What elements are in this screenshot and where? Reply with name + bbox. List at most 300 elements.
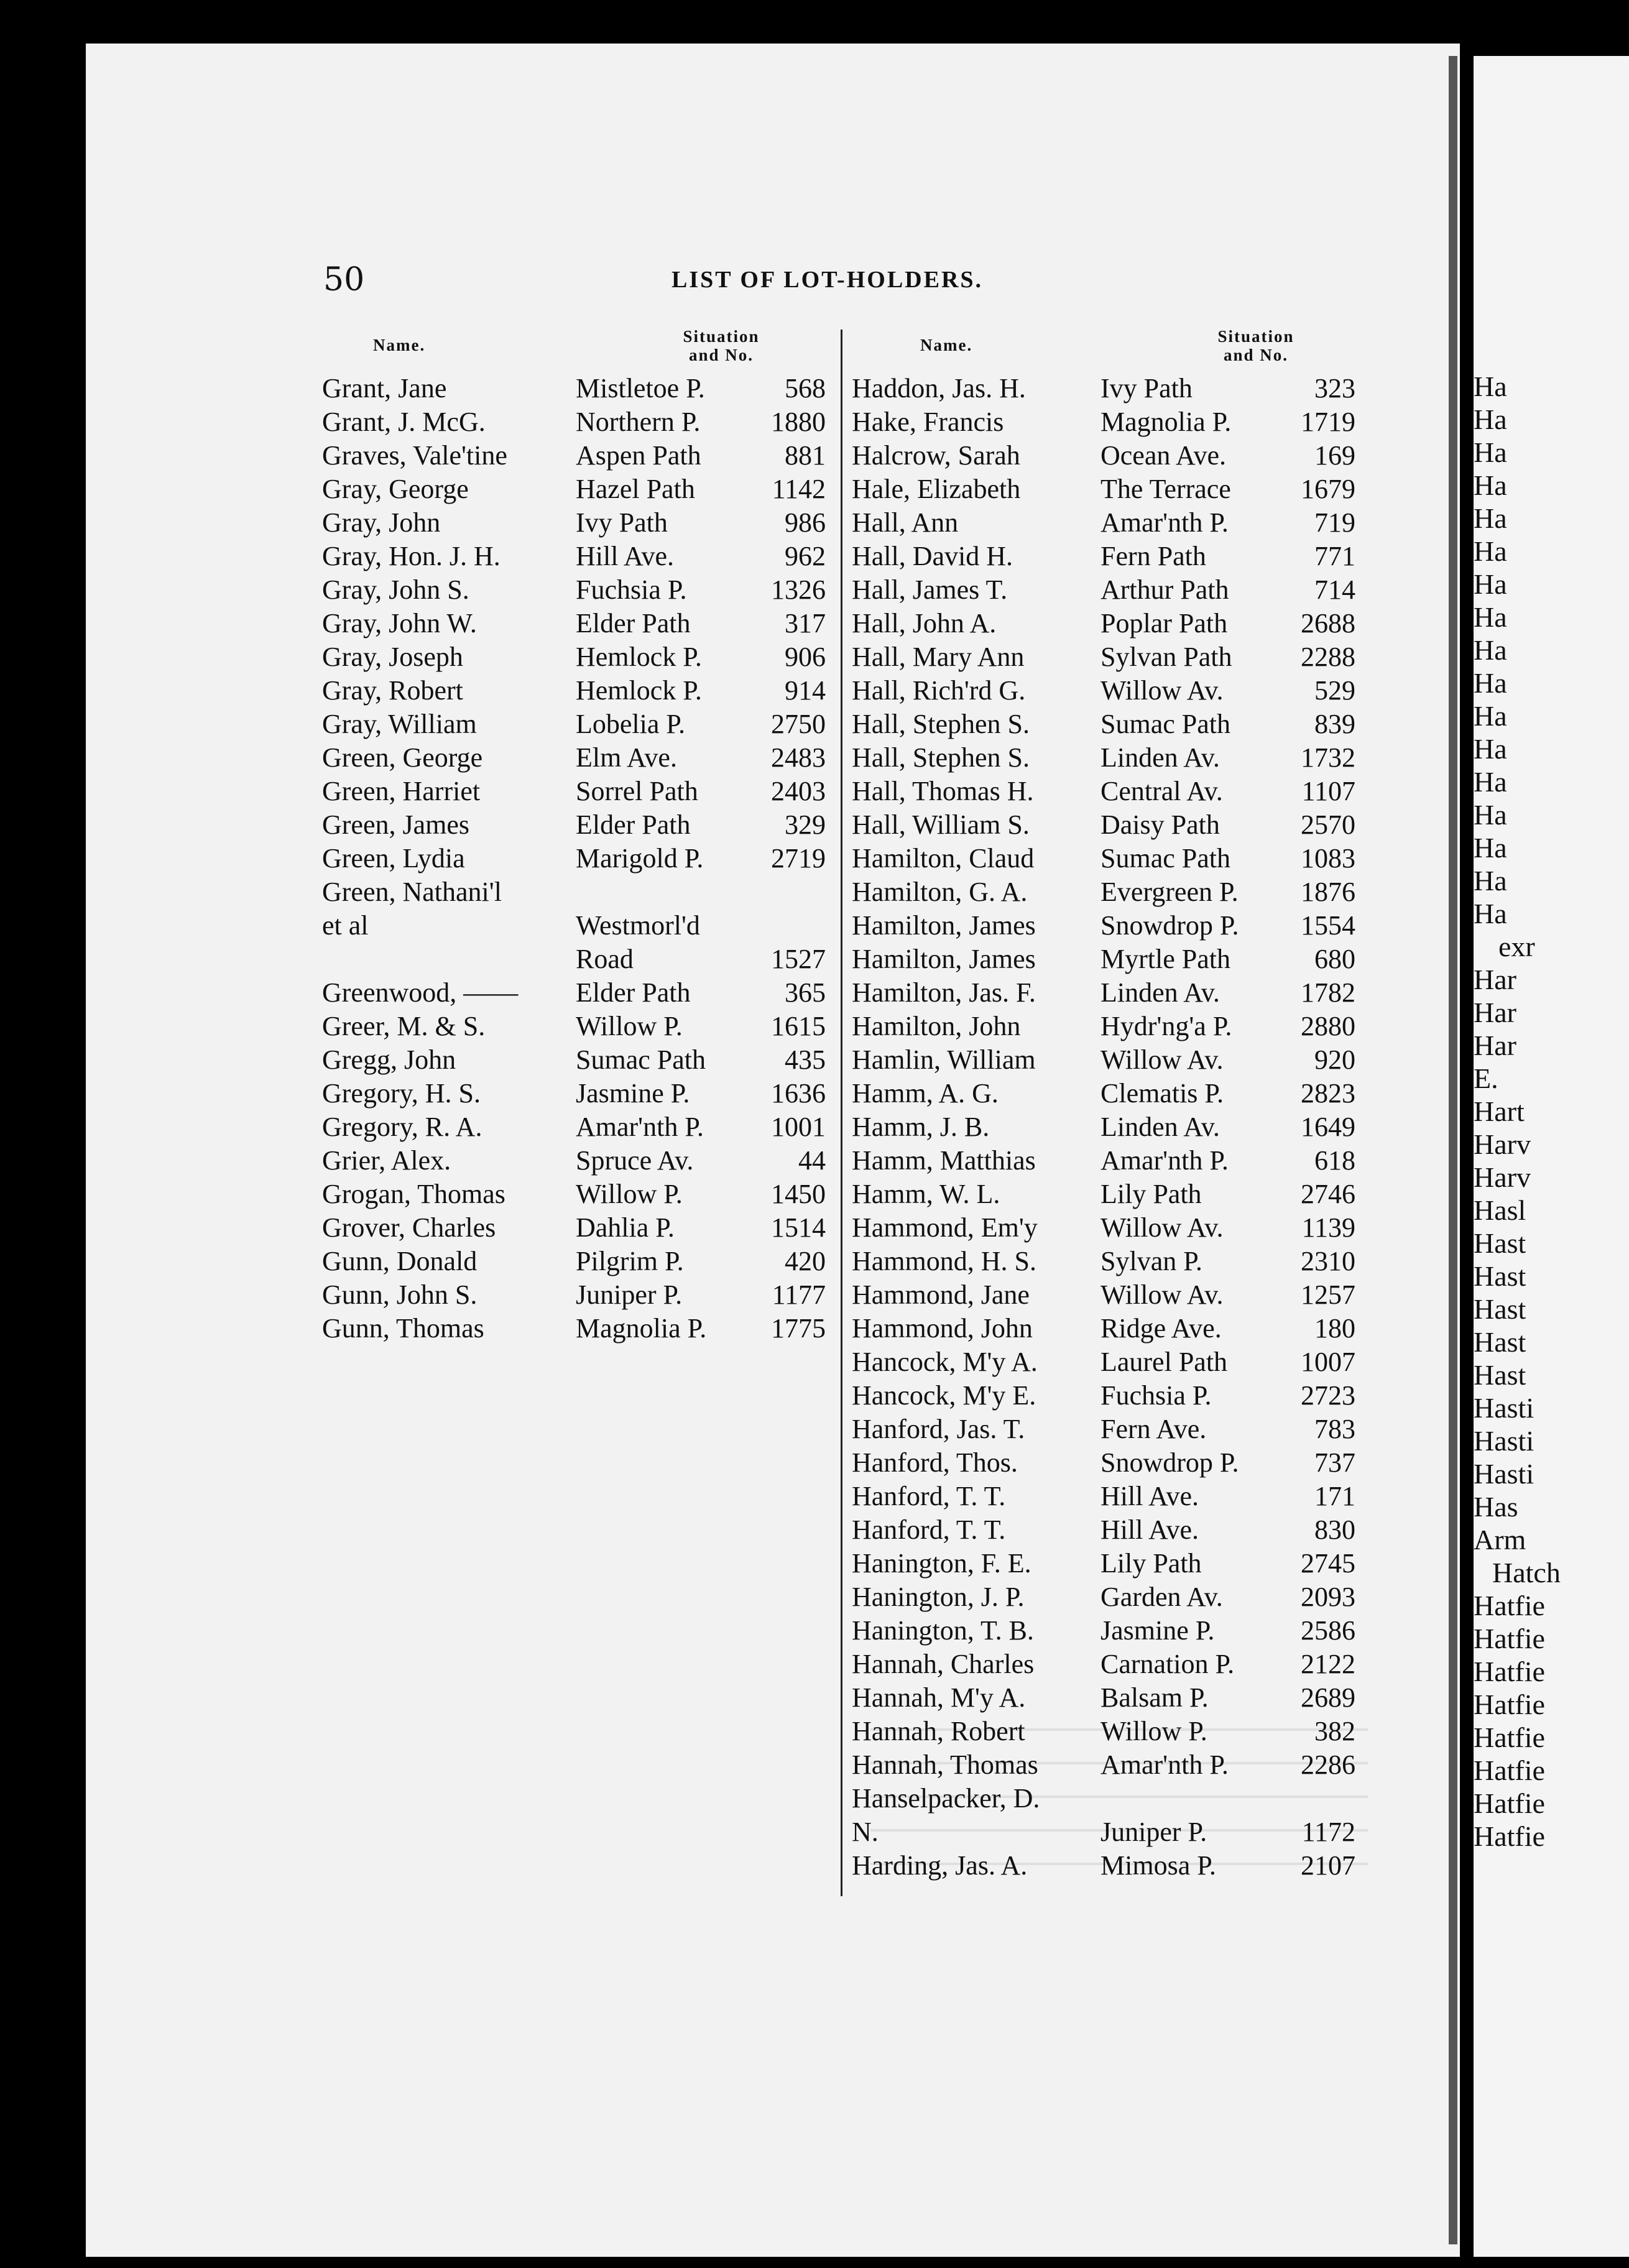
entry-situation: Amar'nth P.: [1101, 1145, 1229, 1176]
entry-lot-number: 2483: [771, 742, 826, 773]
entry-row: [852, 573, 1355, 607]
entry-lot-number: 568: [785, 373, 826, 403]
entry-name: Hancock, M'y A.: [852, 1347, 1038, 1377]
entry-row: [852, 1110, 1355, 1144]
right-situation-header-line2: and No.: [1223, 346, 1289, 364]
entry-lot-number: 1326: [771, 574, 826, 605]
entry-lot-number: 1775: [771, 1313, 826, 1344]
entry-lot-number: 2823: [1301, 1078, 1355, 1109]
entry-situation: Pilgrim P.: [576, 1246, 684, 1276]
entry-row: [322, 1178, 826, 1211]
entry-name: Hanington, J. P.: [852, 1582, 1025, 1612]
entry-name: Hamilton, John: [852, 1011, 1021, 1041]
entry-row: [852, 875, 1355, 909]
entry-name: Hanselpacker, D.: [852, 1783, 1040, 1814]
entry-row: [852, 1211, 1355, 1245]
fragment-line: Har: [1474, 1030, 1516, 1061]
fragment-line: Hatfie: [1474, 1754, 1545, 1786]
entry-situation: Juniper P.: [1101, 1817, 1207, 1847]
entry-row: [322, 976, 826, 1010]
entry-situation: Linden Av.: [1101, 742, 1220, 773]
entry-row: [322, 674, 826, 708]
entry-situation: Sorrel Path: [576, 776, 698, 806]
entry-situation: Elder Path: [576, 608, 691, 638]
entry-lot-number: 171: [1314, 1481, 1355, 1511]
entry-name: Hannah, Thomas: [852, 1749, 1038, 1780]
left-entries-column: [322, 372, 826, 1345]
entry-situation: Hazel Path: [576, 474, 695, 504]
entry-situation: Ridge Ave.: [1101, 1313, 1222, 1344]
entry-name: Hamm, Matthias: [852, 1145, 1036, 1176]
fragment-line: Ha: [1474, 535, 1507, 567]
entry-situation: Central Av.: [1101, 776, 1223, 806]
entry-situation: Garden Av.: [1101, 1582, 1223, 1612]
entry-row: [852, 1648, 1355, 1681]
entry-name: Hanington, T. B.: [852, 1615, 1034, 1646]
entry-name: Hall, Ann: [852, 507, 959, 538]
entry-lot-number: 2288: [1301, 642, 1355, 672]
entry-lot-number: 783: [1314, 1414, 1355, 1444]
entry-situation: Mimosa P.: [1101, 1850, 1216, 1881]
adjacent-page-fragment: [1474, 56, 1629, 2257]
entry-lot-number: 2723: [1301, 1380, 1355, 1411]
entry-name: Hannah, Charles: [852, 1649, 1035, 1679]
entry-row: [852, 1312, 1355, 1345]
entry-name: Grier, Alex.: [322, 1145, 451, 1176]
entry-row: [322, 775, 826, 808]
entry-row: [322, 1077, 826, 1110]
fragment-line: Ha: [1474, 403, 1507, 435]
fragment-line: Hast: [1474, 1359, 1526, 1391]
entry-row: [852, 775, 1355, 808]
entry-lot-number: 2093: [1301, 1582, 1355, 1612]
fragment-line: Hart: [1474, 1095, 1525, 1127]
entry-lot-number: 1649: [1301, 1112, 1355, 1142]
entry-lot-number: 1527: [771, 944, 826, 974]
fragment-line: Ha: [1474, 733, 1507, 765]
entry-row: [852, 607, 1355, 640]
entry-name: Greer, M. & S.: [322, 1011, 486, 1041]
entry-row: [852, 372, 1355, 405]
entry-row: [322, 842, 826, 875]
entry-situation: Amar'nth P.: [1101, 1749, 1229, 1780]
entry-name: Gray, George: [322, 474, 469, 504]
fragment-line: Hatfie: [1474, 1787, 1545, 1819]
entry-name: Hall, Stephen S.: [852, 709, 1030, 739]
entry-name: Gregory, R. A.: [322, 1112, 482, 1142]
entry-lot-number: 1554: [1301, 910, 1355, 941]
bleed-through-text: [870, 1728, 1368, 1890]
entry-lot-number: 44: [798, 1145, 826, 1176]
entry-lot-number: 1007: [1301, 1347, 1355, 1377]
entry-situation: Arthur Path: [1101, 574, 1229, 605]
fragment-line: Ha: [1474, 469, 1507, 501]
entry-name: Hanford, T. T.: [852, 1514, 1006, 1545]
entry-lot-number: 1172: [1301, 1817, 1355, 1847]
entry-lot-number: 1514: [771, 1212, 826, 1243]
entry-lot-number: 317: [785, 608, 826, 638]
entry-name: Gray, John W.: [322, 608, 477, 638]
entry-name: Gunn, Thomas: [322, 1313, 484, 1344]
entry-row: [852, 1513, 1355, 1547]
entry-lot-number: 1880: [771, 407, 826, 437]
entry-name: Hannah, M'y A.: [852, 1682, 1026, 1713]
entry-row: [852, 741, 1355, 775]
entry-situation: Hemlock P.: [576, 675, 702, 706]
entry-name: Gregory, H. S.: [322, 1078, 481, 1109]
entry-row: [852, 1580, 1355, 1614]
entry-situation: Northern P.: [576, 407, 701, 437]
left-situation-header-line2: and No.: [688, 346, 754, 364]
entry-row: [322, 607, 826, 640]
left-situation-header: [659, 327, 783, 364]
entry-situation: Lobelia P.: [576, 709, 685, 739]
entry-situation: Hill Ave.: [576, 541, 675, 571]
fragment-line: Ha: [1474, 371, 1507, 402]
entry-situation: Magnolia P.: [1101, 407, 1232, 437]
entry-situation: Amar'nth P.: [576, 1112, 704, 1142]
entry-name: Hamilton, Claud: [852, 843, 1035, 874]
entry-lot-number: 839: [1314, 709, 1355, 739]
entry-lot-number: 2403: [771, 776, 826, 806]
entry-row: [852, 1413, 1355, 1446]
entry-name: Hammond, John: [852, 1313, 1033, 1344]
right-entries-column: [852, 372, 1355, 1883]
entry-name: Hall, John A.: [852, 608, 997, 638]
entry-situation: Linden Av.: [1101, 977, 1220, 1008]
entry-row: [322, 372, 826, 405]
entry-name: N.: [852, 1817, 879, 1847]
entry-lot-number: 1083: [1301, 843, 1355, 874]
entry-lot-number: 962: [785, 541, 826, 571]
entry-situation: Balsam P.: [1101, 1682, 1209, 1713]
entry-lot-number: 2746: [1301, 1179, 1355, 1209]
entry-situation: Sylvan Path: [1101, 642, 1232, 672]
left-situation-header-line1: Situation: [683, 327, 760, 346]
entry-situation: Hydr'ng'a P.: [1101, 1011, 1232, 1041]
fragment-line: Ha: [1474, 568, 1507, 600]
fragment-line: exr: [1498, 931, 1535, 962]
entry-situation: Sylvan P.: [1101, 1246, 1202, 1276]
entry-name: Hamilton, G. A.: [852, 877, 1028, 907]
right-name-header: Name.: [920, 336, 973, 354]
entry-situation: Carnation P.: [1101, 1649, 1235, 1679]
entry-lot-number: 180: [1314, 1313, 1355, 1344]
entry-row: [852, 1144, 1355, 1178]
entry-name: Gunn, Donald: [322, 1246, 478, 1276]
entry-name: Grant, J. McG.: [322, 407, 486, 437]
entry-situation: Westmorl'd: [576, 910, 700, 941]
entry-row: [852, 1278, 1355, 1312]
fragment-line: Har: [1474, 997, 1516, 1028]
entry-name: Haddon, Jas. H.: [852, 373, 1026, 403]
entry-lot-number: 2570: [1301, 809, 1355, 840]
entry-situation: Poplar Path: [1101, 608, 1228, 638]
entry-lot-number: 906: [785, 642, 826, 672]
entry-row: [852, 1614, 1355, 1648]
page-header: [323, 261, 1380, 298]
entry-lot-number: 2880: [1301, 1011, 1355, 1041]
fragment-line: Arm: [1474, 1524, 1526, 1556]
entry-name: Hannah, Robert: [852, 1716, 1025, 1746]
entry-lot-number: 382: [1314, 1716, 1355, 1746]
fragment-line: Hasl: [1474, 1194, 1526, 1226]
entry-lot-number: 737: [1314, 1447, 1355, 1478]
entry-row: [322, 1043, 826, 1077]
entry-lot-number: 1876: [1301, 877, 1355, 907]
entry-name: Halcrow, Sarah: [852, 440, 1020, 471]
entry-lot-number: 1615: [771, 1011, 826, 1041]
entry-name: Green, Lydia: [322, 843, 465, 874]
entry-name: Hamm, J. B.: [852, 1112, 990, 1142]
fragment-line: Hast: [1474, 1326, 1526, 1358]
entry-row: [852, 1480, 1355, 1513]
fragment-line: E.: [1474, 1063, 1498, 1094]
entry-situation: Snowdrop P.: [1101, 910, 1239, 941]
fragment-line: Ha: [1474, 667, 1507, 699]
entry-name: Graves, Vale'tine: [322, 440, 507, 471]
entry-name: Hamilton, Jas. F.: [852, 977, 1036, 1008]
entry-situation: Marigold P.: [576, 843, 704, 874]
entry-situation: Willow Av.: [1101, 675, 1224, 706]
entry-row: [852, 640, 1355, 674]
entry-row: [852, 708, 1355, 741]
entry-row: [852, 1547, 1355, 1580]
fragment-line: Ha: [1474, 634, 1507, 666]
entry-name: Hamilton, James: [852, 910, 1036, 941]
entry-row: [852, 976, 1355, 1010]
entry-situation: Ivy Path: [1101, 373, 1193, 403]
entry-row: [322, 1245, 826, 1278]
fragment-line: Hast: [1474, 1260, 1526, 1292]
entry-lot-number: 323: [1314, 373, 1355, 403]
entry-situation: Jasmine P.: [576, 1078, 690, 1109]
entry-row: [322, 405, 826, 439]
entry-lot-number: 1450: [771, 1179, 826, 1209]
entry-row: [322, 1110, 826, 1144]
entry-row: [322, 708, 826, 741]
entry-situation: Myrtle Path: [1101, 944, 1230, 974]
entry-row: [852, 674, 1355, 708]
entry-name: Hanford, Jas. T.: [852, 1414, 1025, 1444]
entry-name: Hall, Thomas H.: [852, 776, 1034, 806]
entry-row: [322, 943, 826, 976]
entry-row: [322, 741, 826, 775]
entry-lot-number: 2122: [1301, 1649, 1355, 1679]
entry-lot-number: 2310: [1301, 1246, 1355, 1276]
entry-name: Gray, John: [322, 507, 441, 538]
entry-lot-number: 830: [1314, 1514, 1355, 1545]
fragment-line: Ha: [1474, 601, 1507, 633]
entry-name: Green, Harriet: [322, 776, 481, 806]
entry-row: [852, 472, 1355, 506]
entry-situation: Fern Ave.: [1101, 1414, 1207, 1444]
fragment-line: Hatfie: [1474, 1590, 1545, 1621]
entry-row: [322, 1144, 826, 1178]
entry-situation: Amar'nth P.: [1101, 507, 1229, 538]
entry-situation: Ivy Path: [576, 507, 668, 538]
entry-name: Grover, Charles: [322, 1212, 496, 1243]
entry-lot-number: 1257: [1301, 1279, 1355, 1310]
entry-name: Hall, James T.: [852, 574, 1008, 605]
entry-row: [852, 1077, 1355, 1110]
entry-lot-number: 771: [1314, 541, 1355, 571]
entry-name: Green, Nathani'l: [322, 877, 502, 907]
entry-lot-number: 719: [1314, 507, 1355, 538]
entry-row: [322, 573, 826, 607]
entry-lot-number: 2689: [1301, 1682, 1355, 1713]
entry-situation: Snowdrop P.: [1101, 1447, 1239, 1478]
entry-situation: Ocean Ave.: [1101, 440, 1226, 471]
entry-situation: Willow P.: [1101, 1716, 1207, 1746]
entry-lot-number: 2688: [1301, 608, 1355, 638]
fragment-line: Has: [1474, 1491, 1518, 1523]
entry-situation: Road: [576, 944, 634, 974]
entry-situation: The Terrace: [1101, 474, 1231, 504]
entry-row: [322, 1010, 826, 1043]
fragment-line: Hasti: [1474, 1392, 1534, 1424]
left-name-header: Name.: [373, 336, 426, 354]
entry-lot-number: 1732: [1301, 742, 1355, 773]
fragment-line: Ha: [1474, 436, 1507, 468]
running-title: LIST OF LOT-HOLDERS.: [671, 267, 984, 293]
entry-row: [852, 1178, 1355, 1211]
fragment-line: Hasti: [1474, 1425, 1534, 1457]
fragment-line: Ha: [1474, 766, 1507, 798]
entry-row: [852, 909, 1355, 943]
entry-name: Gray, Joseph: [322, 642, 463, 672]
entry-row: [322, 506, 826, 540]
fragment-line: Hatfie: [1474, 1820, 1545, 1852]
entry-lot-number: 986: [785, 507, 826, 538]
column-divider: [841, 330, 842, 1896]
entry-situation: Willow P.: [576, 1179, 683, 1209]
entry-row: [322, 1278, 826, 1312]
fragment-line: Ha: [1474, 898, 1507, 929]
entry-lot-number: 1142: [772, 474, 826, 504]
entry-row: [852, 1379, 1355, 1413]
entry-name: Grogan, Thomas: [322, 1179, 505, 1209]
entry-situation: Evergreen P.: [1101, 877, 1239, 907]
right-situation-header-line1: Situation: [1217, 327, 1294, 346]
entry-row: [852, 1681, 1355, 1715]
fragment-line: Hatfie: [1474, 1656, 1545, 1687]
entry-situation: Lily Path: [1101, 1179, 1202, 1209]
entry-situation: Willow Av.: [1101, 1044, 1224, 1075]
entry-situation: Fuchsia P.: [1101, 1380, 1212, 1411]
entry-name: et al: [322, 910, 369, 941]
entry-name: Gray, John S.: [322, 574, 469, 605]
entry-situation: Mistletoe P.: [576, 373, 705, 403]
fragment-line: Hatch: [1492, 1557, 1561, 1588]
entry-name: Gray, William: [322, 709, 477, 739]
entry-row: [322, 875, 826, 909]
entry-lot-number: 1719: [1301, 407, 1355, 437]
entry-situation: Elder Path: [576, 809, 691, 840]
entry-name: Hall, Stephen S.: [852, 742, 1030, 773]
entry-lot-number: 618: [1314, 1145, 1355, 1176]
entry-name: Hanford, T. T.: [852, 1481, 1006, 1511]
entry-situation: Fuchsia P.: [576, 574, 687, 605]
entry-lot-number: 2286: [1301, 1749, 1355, 1780]
entry-situation: Daisy Path: [1101, 809, 1220, 840]
entry-situation: Elm Ave.: [576, 742, 677, 773]
entry-lot-number: 1782: [1301, 977, 1355, 1008]
entry-situation: Willow Av.: [1101, 1212, 1224, 1243]
fragment-line: Ha: [1474, 799, 1507, 831]
entry-lot-number: 529: [1314, 675, 1355, 706]
fragment-line: Hatfie: [1474, 1623, 1545, 1654]
entry-situation: Sumac Path: [1101, 843, 1230, 874]
entry-name: Green, James: [322, 809, 470, 840]
fragment-line: Ha: [1474, 865, 1507, 897]
entry-name: Hall, Rich'rd G.: [852, 675, 1026, 706]
entry-row: [322, 808, 826, 842]
page-gutter: [1449, 56, 1457, 2244]
entry-name: Gray, Robert: [322, 675, 463, 706]
entry-situation: Clematis P.: [1101, 1078, 1224, 1109]
entry-row: [322, 439, 826, 472]
entry-lot-number: 1107: [1301, 776, 1355, 806]
entry-name: Greenwood, ——: [322, 977, 519, 1008]
entry-situation: Spruce Av.: [576, 1145, 694, 1176]
entry-lot-number: 329: [785, 809, 826, 840]
entry-row: [852, 842, 1355, 875]
entry-lot-number: 1679: [1301, 474, 1355, 504]
entry-lot-number: 1139: [1301, 1212, 1355, 1243]
entry-situation: Jasmine P.: [1101, 1615, 1215, 1646]
entry-row: [852, 1043, 1355, 1077]
entry-situation: Fern Path: [1101, 541, 1206, 571]
entry-lot-number: 1001: [771, 1112, 826, 1142]
page-number: 50: [323, 261, 365, 298]
fragment-line: Hatfie: [1474, 1722, 1545, 1753]
entry-situation: Elder Path: [576, 977, 691, 1008]
entry-name: Hake, Francis: [852, 407, 1004, 437]
entry-lot-number: 2719: [771, 843, 826, 874]
entry-name: Hall, Mary Ann: [852, 642, 1025, 672]
entry-lot-number: 420: [785, 1246, 826, 1276]
entry-row: [852, 540, 1355, 573]
entry-row: [852, 808, 1355, 842]
entry-name: Gregg, John: [322, 1044, 456, 1075]
entry-lot-number: 714: [1314, 574, 1355, 605]
entry-name: Hamilton, James: [852, 944, 1036, 974]
entry-situation: Linden Av.: [1101, 1112, 1220, 1142]
entry-situation: Sumac Path: [576, 1044, 706, 1075]
entry-situation: Willow Av.: [1101, 1279, 1224, 1310]
entry-situation: Sumac Path: [1101, 709, 1230, 739]
entry-name: Green, George: [322, 742, 483, 773]
entry-situation: Magnolia P.: [576, 1313, 707, 1344]
entry-situation: Aspen Path: [576, 440, 701, 471]
entry-row: [852, 1446, 1355, 1480]
entry-situation: Laurel Path: [1101, 1347, 1228, 1377]
entry-lot-number: 680: [1314, 944, 1355, 974]
entry-row: [322, 540, 826, 573]
fragment-line: Ha: [1474, 832, 1507, 864]
entry-situation: Hill Ave.: [1101, 1514, 1199, 1545]
fragment-line: Hatfie: [1474, 1689, 1545, 1720]
entry-name: Gray, Hon. J. H.: [322, 541, 501, 571]
entry-lot-number: 1177: [772, 1279, 826, 1310]
fragment-line: Harv: [1474, 1128, 1531, 1160]
entry-lot-number: 2745: [1301, 1548, 1355, 1579]
entry-lot-number: 881: [785, 440, 826, 471]
entry-name: Hamm, W. L.: [852, 1179, 1000, 1209]
fragment-line: Ha: [1474, 502, 1507, 534]
entry-name: Hale, Elizabeth: [852, 474, 1021, 504]
